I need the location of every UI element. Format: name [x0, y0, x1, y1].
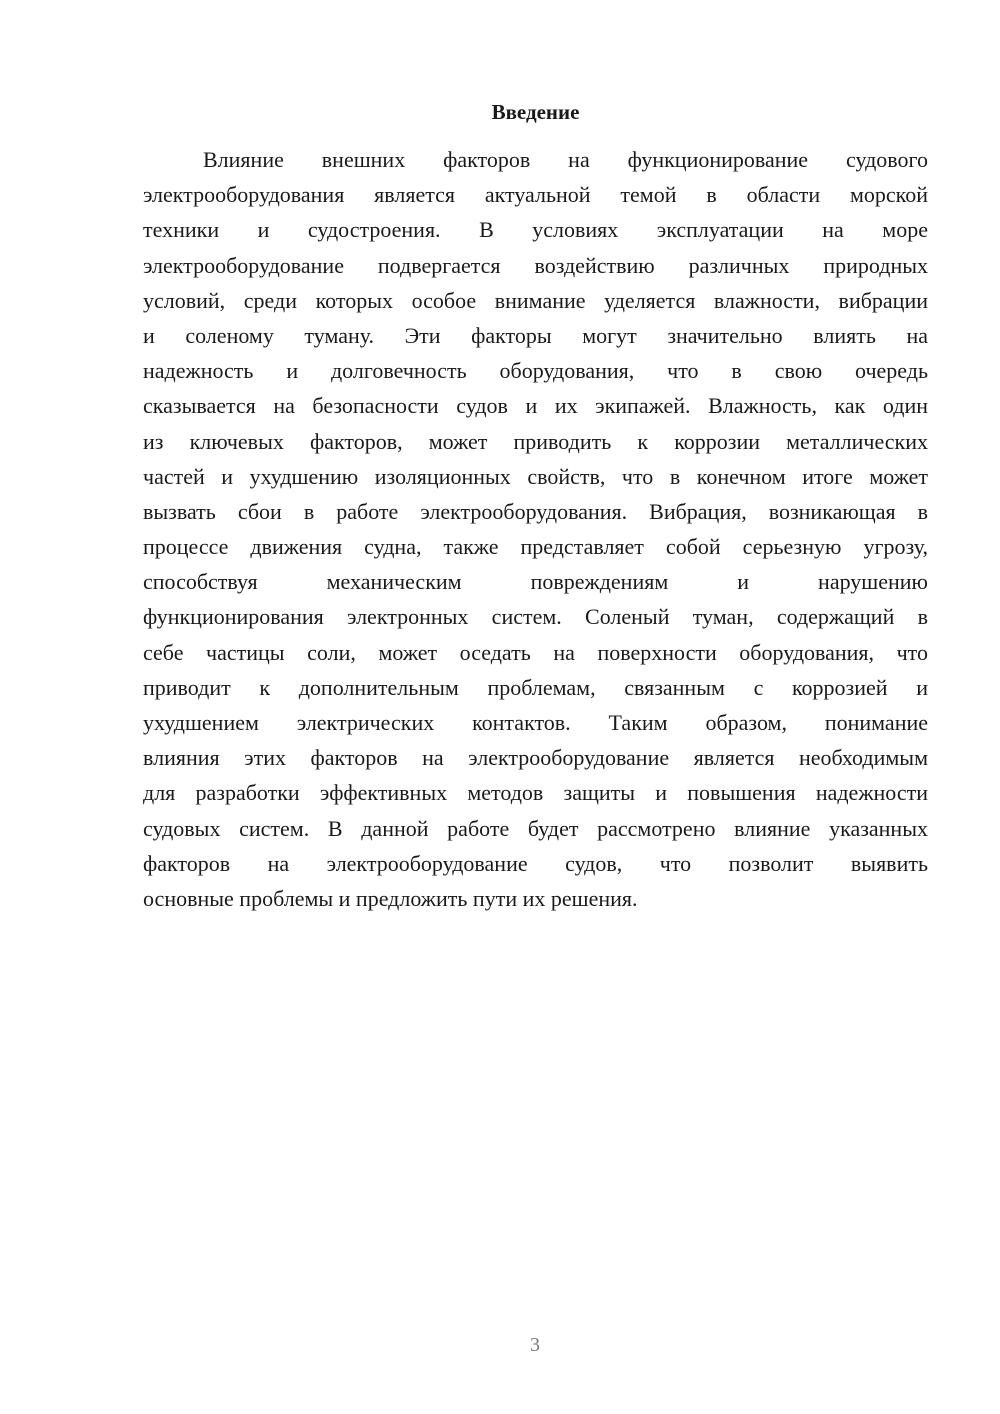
paragraph-line: надежность и долговечность оборудования, что в свою очередь: [143, 358, 928, 384]
paragraph-line: из ключевых факторов, может приводить к коррозии металлических: [143, 428, 928, 454]
section-heading: Введение: [491, 100, 580, 124]
paragraph-line: вызвать сбои в работе электрооборудования. Вибрация, возникающая в: [143, 498, 928, 524]
paragraph-line: факторов на электрооборудование судов, что позволит выявить: [143, 850, 928, 876]
paragraph-line: техники и судостроения. В условиях эксплуатации на море: [143, 217, 928, 243]
introduction-paragraph: [143, 142, 928, 916]
paragraph-line: электрооборудования является актуальной темой в области морской: [143, 182, 928, 208]
paragraph-line: приводит к дополнительным проблемам, связанным с коррозией и: [143, 674, 928, 700]
paragraph-line: способствуя механическим повреждениям и нарушению: [143, 569, 928, 595]
paragraph-line: ухудшением электрических контактов. Таким образом, понимание: [143, 710, 928, 735]
paragraph-line: для разработки эффективных методов защиты и повышения надежности: [143, 780, 928, 806]
paragraph-line: электрооборудование подвергается воздействию различных природных: [143, 252, 928, 278]
paragraph-line: себе частицы соли, может оседать на поверхности оборудования, что: [143, 639, 928, 665]
paragraph-line: сказывается на безопасности судов и их экипажей. Влажность, как один: [143, 393, 928, 419]
paragraph-line: частей и ухудшению изоляционных свойств, что в конечном итоге может: [143, 463, 928, 489]
paragraph-line: влияния этих факторов на электрооборудование является необходимым: [143, 745, 928, 771]
page-number: 3: [530, 1334, 540, 1356]
paragraph-line: и соленому туману. Эти факторы могут значительно влиять на: [143, 322, 928, 348]
paragraph-line: функционирования электронных систем. Соленый туман, содержащий в: [143, 604, 928, 630]
paragraph-line: основные проблемы и предложить пути их решения.: [143, 885, 638, 911]
paragraph-line: процессе движения судна, также представляет собой серьезную угрозу,: [143, 534, 928, 560]
paragraph-line: условий, среди которых особое внимание уделяется влажности, вибрации: [143, 287, 928, 313]
paragraph-line: судовых систем. В данной работе будет рассмотрено влияние указанных: [143, 815, 928, 841]
paragraph-line: Влияние внешних факторов на функционирование судового: [203, 147, 928, 172]
